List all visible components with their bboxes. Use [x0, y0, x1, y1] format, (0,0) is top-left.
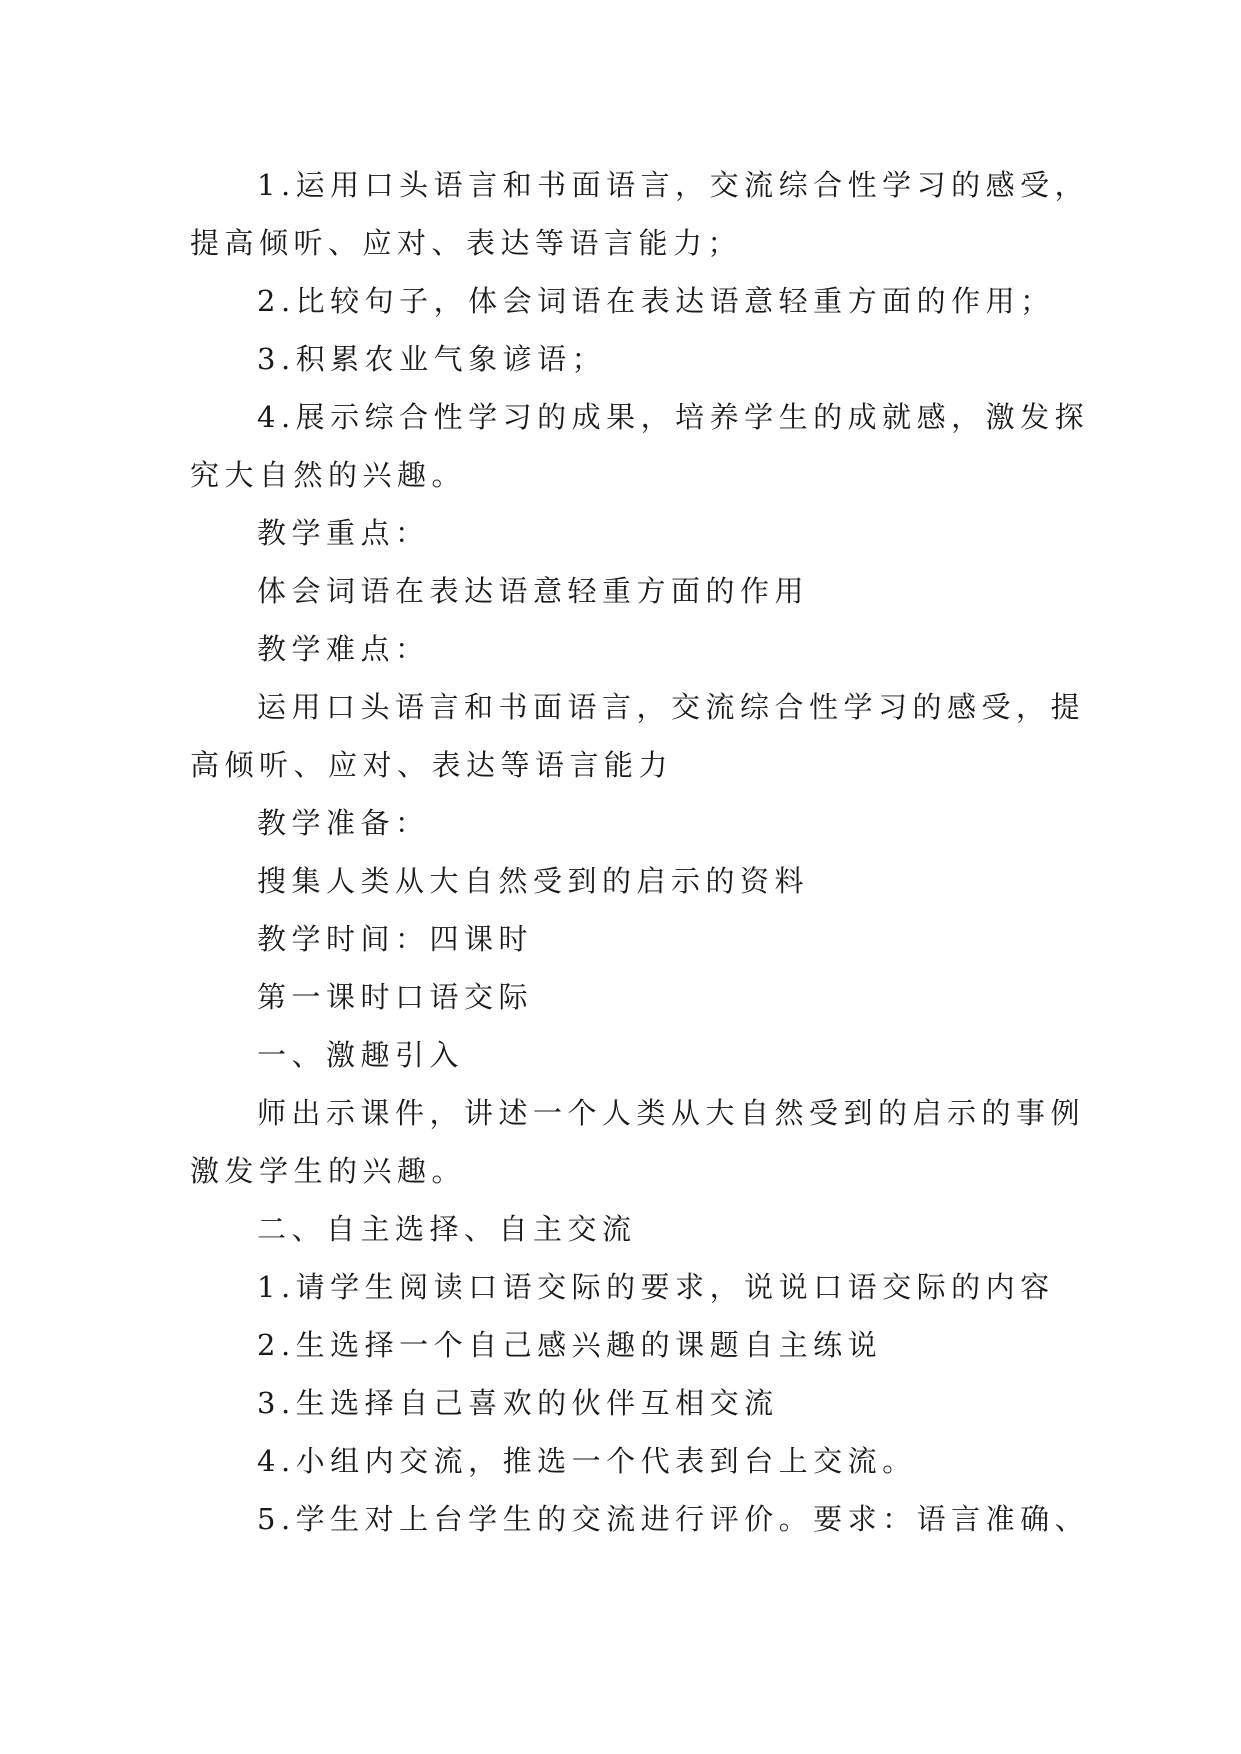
list-item: 4.小组内交流，推选一个代表到台上交流。: [257, 1444, 917, 1478]
list-item: 3.生选择自己喜欢的伙伴互相交流: [257, 1386, 779, 1420]
section-heading: 一、激趣引入: [257, 1038, 465, 1072]
text-line: 3.积累农业气象谚语；: [257, 342, 607, 376]
text-line: 体会词语在表达语意轻重方面的作用: [257, 574, 810, 608]
text-line: 激发学生的兴趣。: [190, 1154, 467, 1188]
list-item: 1.请学生阅读口语交际的要求，说说口语交际的内容: [257, 1270, 1055, 1304]
text-line: 教学时间：四课时: [257, 922, 534, 956]
section-heading: 第一课时口语交际: [257, 980, 534, 1014]
section-heading: 二、自主选择、自主交流: [257, 1212, 637, 1246]
text-line: 师出示课件，讲述一个人类从大自然受到的启示的事例: [257, 1096, 1086, 1130]
text-line: 4.展示综合性学习的成果，培养学生的成就感，激发探: [257, 400, 1090, 434]
section-heading: 教学难点：: [257, 632, 430, 666]
text-line: 提高倾听、应对、表达等语言能力；: [190, 226, 743, 260]
text-line: 运用口头语言和书面语言，交流综合性学习的感受，提: [257, 690, 1086, 724]
text-line: 1.运用口头语言和书面语言，交流综合性学习的感受，: [257, 168, 1090, 202]
list-item: 5.学生对上台学生的交流进行评价。要求：语言准确、: [257, 1502, 1090, 1536]
text-line: 搜集人类从大自然受到的启示的资料: [257, 864, 810, 898]
section-heading: 教学准备：: [257, 806, 430, 840]
text-line: 究大自然的兴趣。: [190, 458, 467, 492]
list-item: 2.生选择一个自己感兴趣的课题自主练说: [257, 1328, 883, 1362]
text-line: 2.比较句子，体会词语在表达语意轻重方面的作用；: [257, 284, 1055, 318]
section-heading: 教学重点：: [257, 516, 430, 550]
text-line: 高倾听、应对、表达等语言能力: [190, 748, 674, 782]
